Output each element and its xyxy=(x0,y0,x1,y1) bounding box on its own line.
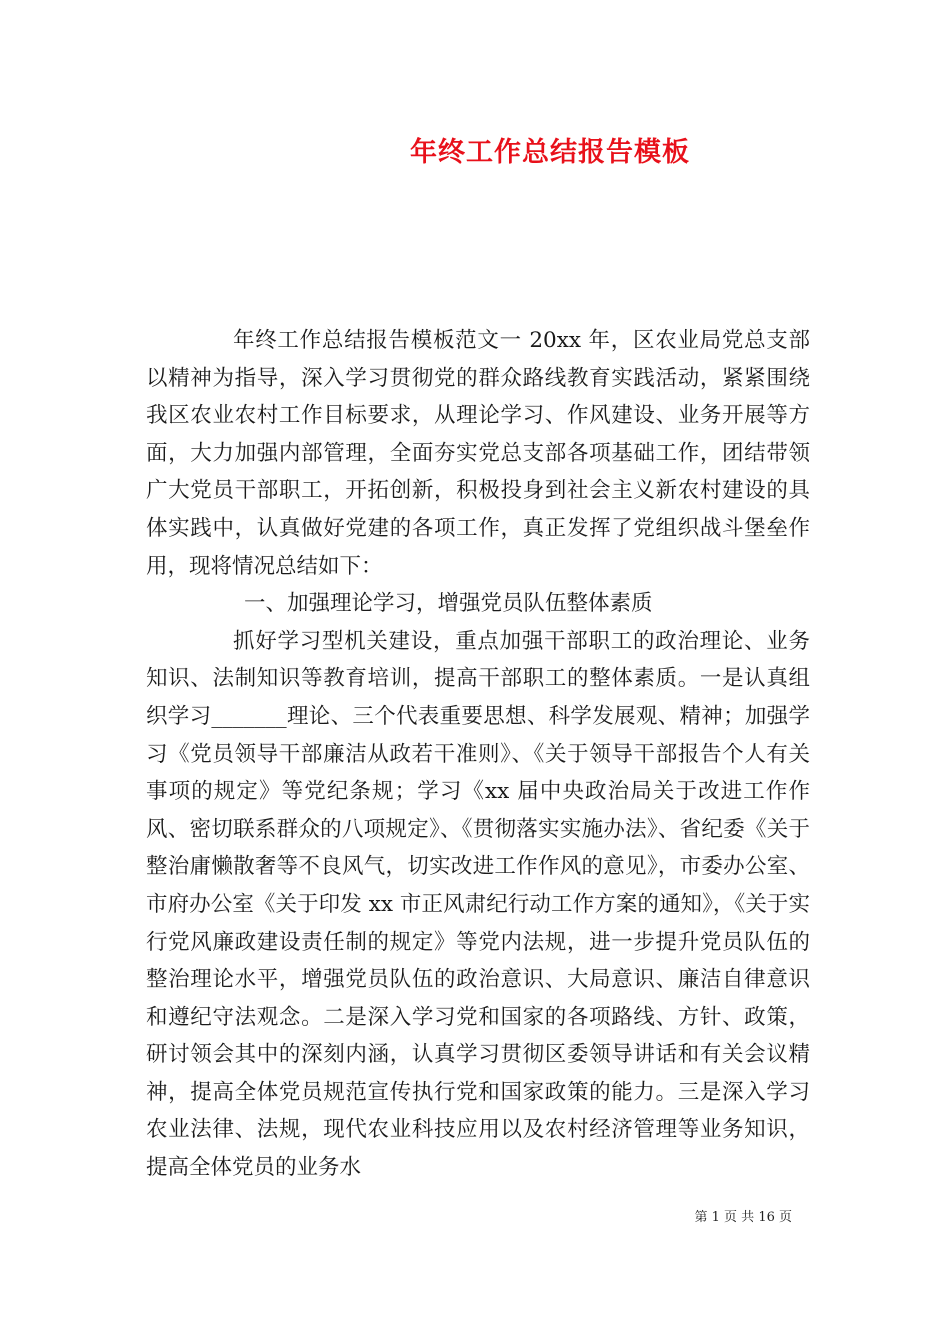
paragraph-body: 抓好学习型机关建设，重点加强干部职工的政治理论、业务知识、法制知识等教育培训，提高干部职工的整体素质。一是认真组织学习_______理论、三个代表重要思想、科学发展观、精神；加强学习《党员领导干部廉洁从政若干准则》、《关于领导干部报告个人有关事项的规定》等党纪条规；学习《xx 届中央政治局关于改进工作作风、密切联系群众的八项规定》、《贯彻落实实施办法》、省纪委《关于整治庸懒散奢等不良风气，切实改进工作作风的意见》，市委办公室、市府办公室《关于印发 xx 市正风肃纪行动工作方案的通知》，《关于实行党风廉政建设责任制的规定》等党内法规，进一步提升党员队伍的整治理论水平，增强党员队伍的政治意识、大局意识、廉洁自律意识和遵纪守法观念。二是深入学习党和国家的各项路线、方针、政策，研讨领会其中的深刻内涵，认真学习贯彻区委领导讲话和有关会议精神，提高全体党员规范宣传执行党和国家政策的能力。三是深入学习农业法律、法规，现代农业科技应用以及农村经济管理等业务知识，提高全体党员的业务水 xyxy=(146,628,810,1181)
page-number: 第 1 页 共 16 页 xyxy=(694,1210,792,1225)
section-heading: 一、加强理论学习，增强党员队伍整体素质 xyxy=(244,591,653,617)
document-body xyxy=(146,322,810,1187)
paragraph-intro: 年终工作总结报告模板范文一 20xx 年，区农业局党总支部以精神为指导，深入学习贯彻党的群众路线教育实践活动，紧紧围绕我区农业农村工作目标要求，从理论学习、作风建设、业务开展等方面，大力加强内部管理，全面夯实党总支部各项基础工作，团结带领广大党员干部职工，开拓创新，积极投身到社会主义新农村建设的具体实践中，认真做好党建的各项工作，真正发挥了党组织战斗堡垒作用，现将情况总结如下： xyxy=(146,328,810,579)
document-title: 年终工作总结报告模板 xyxy=(410,137,690,168)
